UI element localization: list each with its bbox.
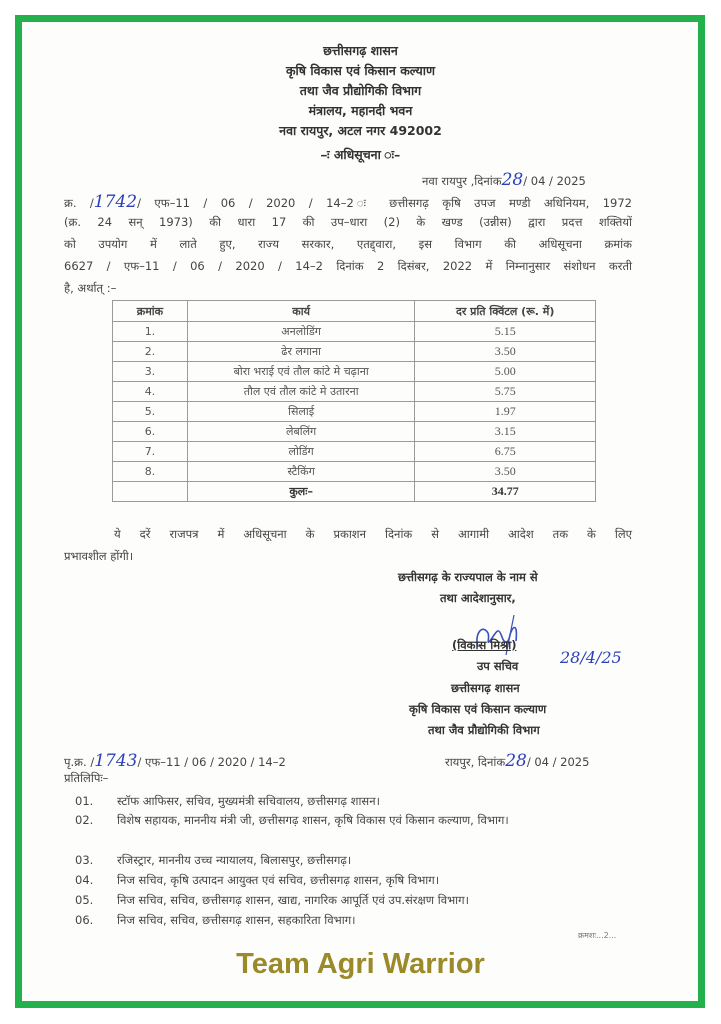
endorsement-date-prefix: रायपुर, दिनांक [445, 755, 506, 769]
cell-sno: 3. [113, 362, 188, 382]
cell-sno: 7. [113, 442, 188, 462]
cell-rate: 6.75 [415, 442, 596, 462]
header-address: नवा रायपुर, अटल नगर 492002 [279, 123, 442, 138]
endorsement-ref-rest: / एफ–11 / 06 / 2020 / 14–2 [137, 755, 286, 769]
cell-sno: 5. [113, 402, 188, 422]
endorsement-ref [64, 751, 286, 771]
copy-number: 02. [75, 813, 94, 827]
endorsement-prefix: पृ.क्र. / [64, 755, 95, 769]
cell-work: बोरा भराई एवं तौल कांटे मे चढ़ाना [187, 362, 415, 382]
header-building: मंत्रालय, महानदी भवन [308, 103, 413, 118]
header-dept: कृषि विकास एवं किसान कल्याण [285, 63, 436, 78]
cell-rate: 3.15 [415, 422, 596, 442]
table-row [113, 322, 596, 342]
col-header-sno: क्रमांक [113, 301, 188, 322]
endorsement-date [445, 751, 589, 771]
order-ref: / एफ–11 / 06 / 2020 / 14–2 ः छत्तीसगढ़ कृषि उपज मण्डी अधिनियम, 1972 [137, 196, 632, 210]
signatory-designation: उप सचिव [477, 659, 519, 673]
handwritten-sign-date: 28/4/25 [560, 648, 622, 667]
table-row [113, 382, 596, 402]
cell-rate: 3.50 [415, 462, 596, 482]
table-row [113, 462, 596, 482]
continued-marker: क्रमशः...2... [578, 931, 617, 940]
cell-empty [113, 482, 188, 502]
copy-text: विशेष सहायक, माननीय मंत्री जी, छत्तीसगढ़ शासन, कृषि विकास एवं किसान कल्याण, विभाग। [117, 813, 509, 827]
table-row [113, 342, 596, 362]
signatory-name: (विकास मिश्रा) [452, 638, 517, 652]
cell-rate: 5.15 [415, 322, 596, 342]
total-label: कुलः– [187, 482, 415, 502]
header-dept-2: तथा जैव प्रौद्योगिकी विभाग [299, 83, 422, 98]
endorsement-date-rest: / 04 / 2025 [526, 755, 590, 769]
cell-work: लोडिंग [187, 442, 415, 462]
signatory-org-1: छत्तीसगढ़ शासन [451, 681, 520, 695]
date-rest: / 04 / 2025 [523, 174, 586, 188]
table-row [113, 442, 596, 462]
cell-work: सिलाई [187, 402, 415, 422]
cell-sno: 4. [113, 382, 188, 402]
signatory-org-2: कृषि विकास एवं किसान कल्याण [409, 702, 547, 716]
col-header-rate: दर प्रति क्विंटल (रू. में) [415, 301, 596, 322]
cell-rate: 5.75 [415, 382, 596, 402]
order-line-1 [64, 192, 632, 212]
signatory-org-3: तथा जैव प्रौद्योगिकी विभाग [428, 723, 540, 737]
copy-text: निज सचिव, कृषि उत्पादन आयुक्त एवं सचिव, छत्तीसगढ़ शासन, कृषि विभाग। [117, 873, 440, 887]
notification-title: –ः अधिसूचना ः– [320, 147, 401, 162]
signature-line-2: तथा आदेशानुसार, [440, 591, 516, 605]
rates-table [112, 300, 596, 502]
cell-work: लेबलिंग [187, 422, 415, 442]
effect-line-2: प्रभावशील होंगी। [64, 549, 134, 563]
copy-number: 01. [75, 794, 94, 808]
brand-watermark: Team Agri Warrior [236, 948, 485, 980]
order-line-5: है, अर्थात् :– [64, 281, 117, 295]
copy-number: 06. [75, 913, 94, 927]
cell-sno: 6. [113, 422, 188, 442]
endorsement-day: 28 [505, 751, 527, 771]
order-number: 1742 [93, 192, 138, 212]
copy-number: 05. [75, 893, 94, 907]
cell-work: तौल एवं तौल कांटे मे उतारना [187, 382, 415, 402]
effect-line-1: ये दरें राजपत्र में अधिसूचना के प्रकाशन दिनांक से आगामी आदेश तक के लिए [114, 527, 632, 541]
table-row [113, 362, 596, 382]
cell-rate: 1.97 [415, 402, 596, 422]
copy-text: रजिस्ट्रार, माननीय उच्च न्यायालय, बिलासपुर, छत्तीसगढ़। [117, 853, 352, 867]
order-prefix: क्र. / [64, 196, 94, 210]
cell-sno: 2. [113, 342, 188, 362]
endorsement-number: 1743 [94, 751, 138, 771]
cell-work: ढेर लगाना [187, 342, 415, 362]
total-value: 34.77 [415, 482, 596, 502]
copy-text: निज सचिव, सचिव, छत्तीसगढ़ शासन, खाद्य, नागरिक आपूर्ति एवं उप.संरक्षण विभाग। [117, 893, 469, 907]
handwritten-day: 28 [501, 170, 524, 190]
header-govt: छत्तीसगढ़ शासन [323, 43, 398, 58]
col-header-work: कार्य [187, 301, 415, 322]
copy-number: 04. [75, 873, 94, 887]
table-total-row [113, 482, 596, 502]
cell-rate: 3.50 [415, 342, 596, 362]
notification-date [422, 170, 586, 190]
table-row [113, 402, 596, 422]
copy-text: निज सचिव, सचिव, छत्तीसगढ़ शासन, सहकारिता विभाग। [117, 913, 356, 927]
date-prefix: नवा रायपुर ,दिनांक [422, 174, 502, 188]
cell-sno: 8. [113, 462, 188, 482]
order-line-3: को उपयोग में लाते हुए, राज्य सरकार, एतद्द्वारा, इस विभाग की अधिसूचना क्रमांक [64, 237, 632, 251]
cell-work: स्टैकिंग [187, 462, 415, 482]
cell-rate: 5.00 [415, 362, 596, 382]
order-line-4: 6627 / एफ–11 / 06 / 2020 / 14–2 दिनांक 2 दिसंबर, 2022 में निम्नानुसार संशोधन करती [64, 259, 632, 273]
copy-number: 03. [75, 853, 94, 867]
table-header-row [113, 301, 596, 322]
table-row [113, 422, 596, 442]
cell-work: अनलोडिंग [187, 322, 415, 342]
order-line-2: (क्र. 24 सन् 1973) की धारा 17 की उप–धारा (2) के खण्ड (उन्नीस) द्वारा प्रदत्त शक्तियों [64, 215, 632, 229]
copy-label: प्रतिलिपिः– [64, 771, 109, 785]
copy-text: स्टॉफ आफिसर, सचिव, मुख्यमंत्री सचिवालय, छत्तीसगढ़ शासन। [117, 794, 380, 808]
cell-sno: 1. [113, 322, 188, 342]
signature-line-1: छत्तीसगढ़ के राज्यपाल के नाम से [398, 570, 538, 584]
